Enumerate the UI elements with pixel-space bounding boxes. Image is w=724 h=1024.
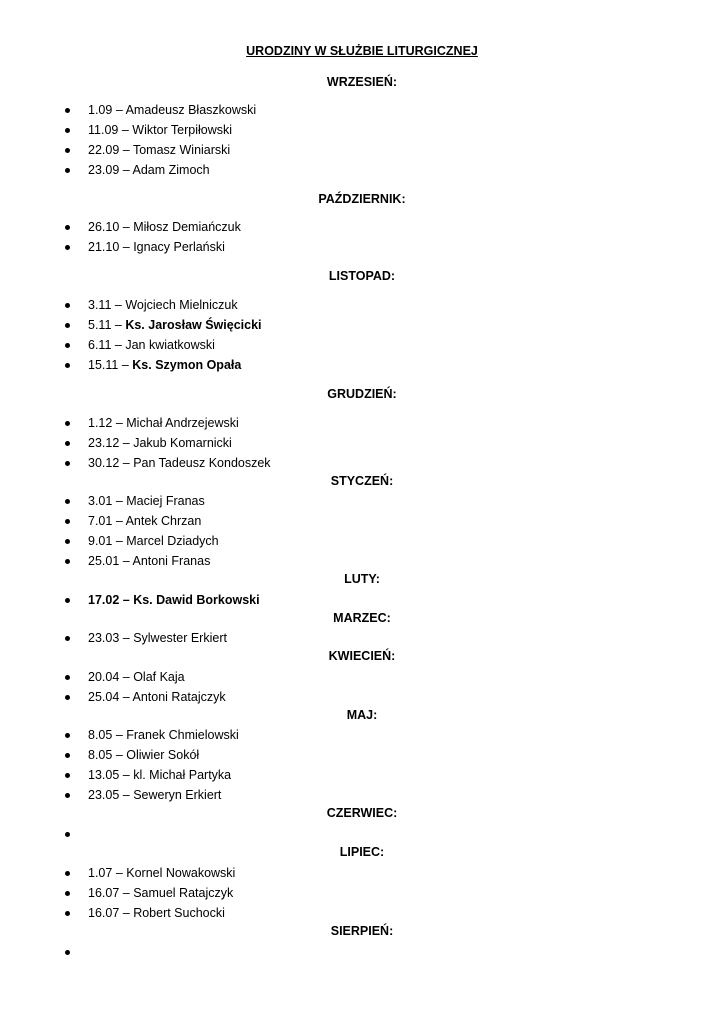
list-item: [88, 553, 688, 569]
item-separator: –: [112, 728, 127, 742]
list-item: [88, 669, 688, 685]
list-item: [88, 767, 688, 783]
item-name: Antoni Franas: [132, 554, 211, 568]
item-name: Michał Andrzejewski: [126, 416, 239, 430]
item-name: Jakub Komarnicki: [133, 436, 232, 450]
item-date: 13.05: [88, 768, 120, 782]
item-separator: –: [119, 240, 134, 254]
item-separator: –: [119, 143, 133, 157]
item-separator: –: [112, 866, 127, 880]
item-separator: –: [112, 103, 126, 117]
item-separator: –: [119, 906, 134, 920]
item-name: Wiktor Terpiłowski: [132, 123, 233, 137]
item-separator: –: [119, 220, 134, 234]
list-item: [88, 142, 688, 158]
item-date: 16.07: [88, 886, 120, 900]
list-item: [88, 162, 688, 178]
item-name: Antek Chrzan: [125, 514, 202, 528]
item-name: Sylwester Erkiert: [133, 631, 227, 645]
item-separator: –: [119, 436, 134, 450]
item-date: 15.11: [88, 358, 119, 372]
empty-bullet: [65, 950, 70, 955]
month-heading-pazdziernik: PAŹDZIERNIK:: [318, 192, 406, 206]
empty-bullet: [65, 832, 70, 837]
list-item: [88, 122, 688, 138]
item-separator: –: [119, 456, 134, 470]
month-heading-styczen: STYCZEŃ:: [330, 474, 394, 488]
item-name: Amadeusz Błaszkowski: [125, 103, 257, 117]
month-heading-kwiecien: KWIECIEŃ:: [328, 649, 396, 663]
list-item: [88, 689, 688, 705]
item-name: Tomasz Winiarski: [132, 143, 231, 157]
item-date: 20.04: [88, 670, 120, 684]
list-item: [88, 727, 688, 743]
month-heading-grudzien: GRUDZIEŃ:: [327, 387, 397, 401]
item-name: Robert Suchocki: [133, 906, 225, 920]
item-name: Ks. Jarosław Święcicki: [125, 318, 262, 332]
item-name: Adam Zimoch: [132, 163, 210, 177]
item-date: 8.05: [88, 748, 113, 762]
item-separator: –: [119, 554, 133, 568]
item-date: 23.03: [88, 631, 120, 645]
item-date: 3.01: [88, 494, 113, 508]
item-separator: –: [111, 318, 126, 332]
list-item: [88, 239, 688, 255]
item-date: 6.11: [88, 338, 112, 352]
list-item: [88, 102, 688, 118]
list-item: [88, 885, 688, 901]
item-date: 7.01: [88, 514, 113, 528]
month-heading-sierpien: SIERPIEŃ:: [330, 924, 394, 938]
item-date: 21.10: [88, 240, 120, 254]
item-date: 25.04: [88, 690, 120, 704]
item-name: Samuel Ratajczyk: [133, 886, 234, 900]
item-separator: –: [118, 123, 133, 137]
item-separator: –: [119, 690, 133, 704]
list-item: [88, 513, 688, 529]
item-date: 30.12: [88, 456, 120, 470]
item-separator: –: [119, 768, 134, 782]
item-name: kl. Michał Partyka: [133, 768, 232, 782]
item-date: 8.05: [88, 728, 113, 742]
item-name: Olaf Kaja: [133, 670, 185, 684]
item-name: Antoni Ratajczyk: [132, 690, 226, 704]
list-item: [88, 455, 688, 471]
list-item: [88, 415, 688, 431]
item-date: 1.12: [88, 416, 113, 430]
month-heading-czerwiec: CZERWIEC:: [326, 806, 398, 820]
item-separator: –: [112, 534, 127, 548]
month-heading-lipiec: LIPIEC:: [339, 845, 385, 859]
list-item: [88, 493, 688, 509]
item-separator: –: [111, 338, 126, 352]
list-item: [88, 297, 688, 313]
item-separator: –: [119, 670, 134, 684]
item-date: 23.09: [88, 163, 120, 177]
list-item: [88, 787, 688, 803]
item-separator: –: [112, 748, 127, 762]
item-name: Seweryn Erkiert: [133, 788, 222, 802]
item-name: Jan kwiatkowski: [125, 338, 215, 352]
item-date: 3.11: [88, 298, 112, 312]
item-separator: –: [119, 593, 134, 607]
item-date: 22.09: [88, 143, 120, 157]
item-separator: –: [112, 514, 126, 528]
month-heading-wrzesien: WRZESIEŃ:: [326, 75, 398, 89]
item-date: 1.09: [88, 103, 113, 117]
document-title: URODZINY W SŁUŻBIE LITURGICZNEJ: [246, 44, 478, 58]
item-date: 25.01: [88, 554, 120, 568]
month-heading-maj: MAJ:: [346, 708, 378, 722]
item-date: 26.10: [88, 220, 120, 234]
month-heading-marzec: MARZEC:: [333, 611, 391, 625]
item-name: Wojciech Mielniczuk: [125, 298, 238, 312]
list-item: [88, 905, 688, 921]
item-date: 23.05: [88, 788, 120, 802]
list-item: [88, 435, 688, 451]
item-separator: –: [112, 416, 127, 430]
item-date: 23.12: [88, 436, 120, 450]
item-date: 9.01: [88, 534, 113, 548]
item-name: Franek Chmielowski: [126, 728, 239, 742]
item-separator: –: [119, 788, 134, 802]
item-name: Kornel Nowakowski: [126, 866, 236, 880]
item-name: Ks. Szymon Opała: [132, 358, 242, 372]
item-name: Pan Tadeusz Kondoszek: [133, 456, 271, 470]
item-separator: –: [118, 358, 133, 372]
list-item: [88, 533, 688, 549]
item-separator: –: [119, 886, 134, 900]
item-date: 17.02: [88, 593, 120, 607]
item-date: 11.09: [88, 123, 119, 137]
item-date: 16.07: [88, 906, 120, 920]
item-name: Ks. Dawid Borkowski: [133, 593, 260, 607]
list-item: [88, 865, 688, 881]
list-item: [88, 317, 688, 333]
item-separator: –: [119, 631, 134, 645]
list-item: [88, 219, 688, 235]
list-item: [88, 592, 688, 608]
list-item: [88, 747, 688, 763]
item-name: Ignacy Perlański: [133, 240, 225, 254]
month-heading-luty: LUTY:: [344, 572, 380, 586]
item-name: Marcel Dziadych: [126, 534, 219, 548]
item-name: Maciej Franas: [126, 494, 205, 508]
list-item: [88, 337, 688, 353]
item-separator: –: [112, 494, 127, 508]
item-separator: –: [111, 298, 126, 312]
list-item: [88, 357, 688, 373]
month-heading-listopad: LISTOPAD:: [328, 269, 396, 283]
item-date: 1.07: [88, 866, 113, 880]
item-name: Miłosz Demiańczuk: [133, 220, 241, 234]
item-separator: –: [119, 163, 133, 177]
item-date: 5.11: [88, 318, 112, 332]
item-name: Oliwier Sokół: [126, 748, 200, 762]
list-item: [88, 630, 688, 646]
